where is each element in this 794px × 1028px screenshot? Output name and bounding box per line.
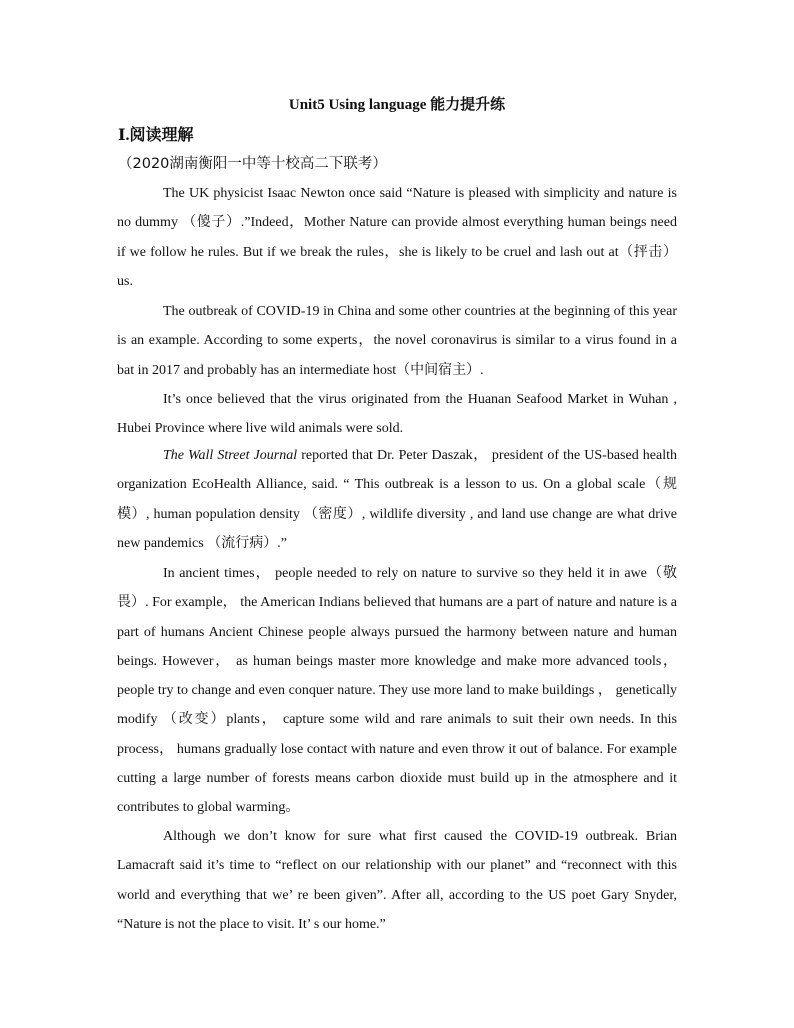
paragraph-6: Although we don’t know for sure what first caused the COVID-19 outbreak. Brian Lamacraft said it’s time to “reflect on our relationship with our planet” and “reconnect with this world and everything that we’ re been given”. After all, according to the US poet Gary Snyder, “Nature is not the place to visit. It’ s our home.” xyxy=(117,829,677,932)
paragraph-4 xyxy=(117,441,677,558)
journal-title: The Wall Street Journal xyxy=(163,448,298,463)
document-title: Unit5 Using language 能力提升练 xyxy=(288,97,506,113)
paragraph-4-text: reported that Dr. Peter Daszak， president of the US-based health organization EcoHealth Alliance, said. “ This outbreak is a lesson to us. On a global scale（规模）, human population density （密度）, wildlife diversity , and land use change are what drive new pandemics （流行病）.” xyxy=(117,448,677,551)
section-heading: Ⅰ.阅读理解 xyxy=(118,127,194,144)
paragraph-3: It’s once believed that the virus originated from the Huanan Seafood Market in Wuhan , Hubei Province where live wild animals were sold. xyxy=(117,392,677,437)
paragraph-1: The UK physicist Isaac Newton once said “Nature is pleased with simplicity and nature is no dummy （傻子）.”Indeed，Mother Nature can provide almost everything human beings need if we follow he rules. But if we break the rules，she is likely to be cruel and lash out at（抨击）us. xyxy=(117,186,677,289)
paragraph-5: In ancient times， people needed to rely on nature to survive so they held it in awe（敬畏）. For example， the American Indians believed that humans are a part of nature and nature is a part of humans Ancient Chinese people always pursued the harmony between nature and human beings. However， as human beings master more knowledge and make more advanced tools， people try to change and even conquer nature. They use more land to make buildings ， genetically modify （改变）plants， capture some wild and rare animals to suit their own needs. In this process， humans gradually lose contact with nature and even throw it out of balance. For example cutting a large number of forests means carbon dioxide must build up in the atmosphere and it contributes to global warming。 xyxy=(117,566,677,816)
source-note: （2020湖南衡阳一中等十校高二下联考） xyxy=(118,156,387,172)
paragraph-2: The outbreak of COVID-19 in China and some other countries at the beginning of this year is an example. According to some experts，the novel coronavirus is similar to a virus found in a bat in 2017 and probably has an intermediate host（中间宿主）. xyxy=(117,304,677,378)
